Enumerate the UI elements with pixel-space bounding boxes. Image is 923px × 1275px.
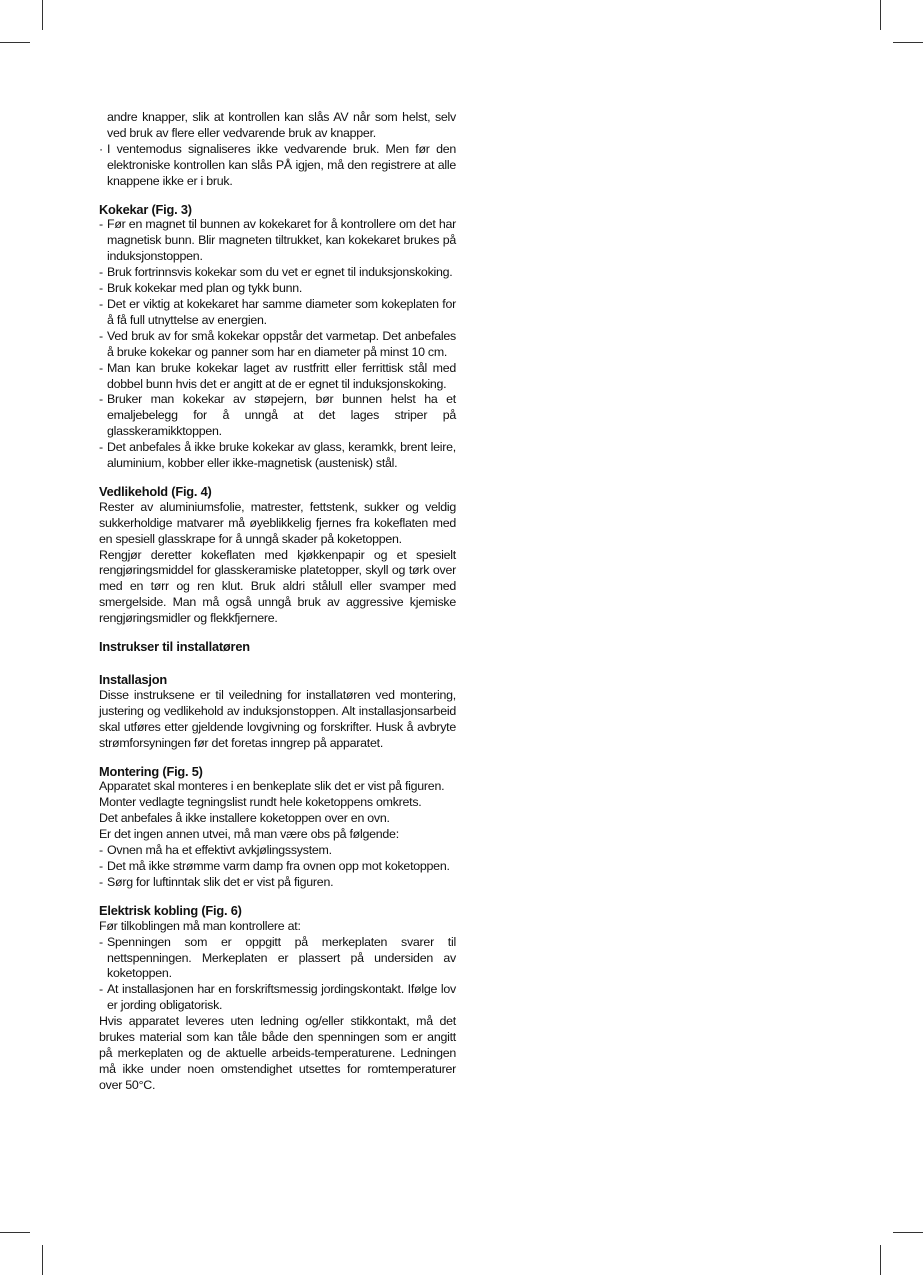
montering-item-text: Ovnen må ha et effektivt avkjølingssystem. bbox=[107, 843, 332, 858]
text-column bbox=[99, 110, 456, 1094]
kokekar-item-text: Bruk fortrinnsvis kokekar som du vet er egnet til induksjonskoking. bbox=[107, 265, 453, 280]
crop-mark-top-right-vertical bbox=[880, 0, 881, 30]
dash-marker: - bbox=[99, 874, 103, 889]
kokekar-item bbox=[99, 297, 456, 329]
montering-item bbox=[99, 875, 456, 891]
kokekar-item bbox=[99, 265, 456, 281]
instrukser-heading: Instrukser til installatøren bbox=[99, 639, 250, 655]
kokekar-item bbox=[99, 329, 456, 361]
crop-mark-bottom-right-vertical bbox=[880, 1245, 881, 1275]
intro-bullet bbox=[99, 142, 456, 190]
vedlikehold-paragraph-2: Rengjør deretter kokeflaten med kjøkkenpapir og et spesielt rengjøringsmiddel for glasskeramiske platetopper, skyll og tørk over med en tørr og ren klut. Bruk aldri stålull eller svamper med smergelside. Man må også unngå bruk av aggressive kjemiske rengjøringsmidler og flekkfjernere. bbox=[99, 547, 456, 626]
kokekar-item-text: Man kan bruke kokekar laget av rustfritt eller ferrittisk stål med dobbel bunn hvis det er angitt at de er egnet til induksjonskoking. bbox=[107, 360, 456, 391]
crop-mark-top-left-vertical bbox=[42, 0, 43, 30]
montering-item bbox=[99, 859, 456, 875]
crop-mark-bottom-left-vertical bbox=[42, 1245, 43, 1275]
vedlikehold-heading: Vedlikehold (Fig. 4) bbox=[99, 483, 212, 499]
kokekar-item bbox=[99, 281, 456, 297]
elektrisk-item bbox=[99, 935, 456, 983]
kokekar-heading: Kokekar (Fig. 3) bbox=[99, 201, 192, 217]
kokekar-item-text: Det anbefales å ikke bruke kokekar av glass, keramkk, brent leire, aluminium, kobber eller ikke-magnetisk (austenisk) stål. bbox=[107, 440, 456, 471]
montering-heading: Montering (Fig. 5) bbox=[99, 763, 203, 779]
kokekar-item bbox=[99, 440, 456, 472]
montering-line: Er det ingen annen utvei, må man være obs på følgende: bbox=[99, 827, 399, 842]
dash-marker: - bbox=[99, 440, 103, 455]
kokekar-item-text: Bruker man kokekar av støpejern, bør bunnen helst ha et emaljebelegg for å unngå at det lages striper på glasskeramikktoppen. bbox=[107, 392, 456, 439]
dash-marker: - bbox=[99, 843, 103, 858]
kokekar-item-text: Bruk kokekar med plan og tykk bunn. bbox=[107, 281, 303, 296]
elektrisk-item-text: At installasjonen har en forskriftsmessig jordingskontakt. Ifølge lov er jording obligatorisk. bbox=[107, 982, 456, 1013]
montering-item-text: Sørg for luftinntak slik det er vist på figuren. bbox=[107, 874, 334, 889]
dash-marker: - bbox=[99, 281, 103, 296]
kokekar-item bbox=[99, 392, 456, 440]
dash-marker: - bbox=[99, 360, 103, 375]
elektrisk-lead: Før tilkoblingen må man kontrollere at: bbox=[99, 918, 301, 933]
dash-marker: - bbox=[99, 265, 103, 280]
elektrisk-paragraph: Hvis apparatet leveres uten ledning og/eller stikkontakt, må det brukes material som kan tåle både den spenningen som er angitt på merkeplaten og de aktuelle arbeids-temperaturene. Ledningen må ikke under noen omstendighet utsettes for romtemperaturer over 50°C. bbox=[99, 1014, 456, 1092]
montering-item bbox=[99, 843, 456, 859]
bullet-marker: · bbox=[99, 141, 103, 156]
kokekar-item-text: Det er viktig at kokekaret har samme diameter som kokeplaten for å få full utnyttelse av energien. bbox=[107, 296, 456, 327]
montering-line: Monter vedlagte tegningslist rundt hele koketoppens omkrets. bbox=[99, 795, 422, 810]
dash-marker: - bbox=[99, 217, 103, 232]
crop-mark-bottom-right-horizontal bbox=[893, 1232, 923, 1233]
installasjon-heading: Installasjon bbox=[99, 672, 168, 687]
dash-marker: - bbox=[99, 296, 103, 311]
installasjon-paragraph: Disse instruksene er til veiledning for installatøren ved montering, justering og vedlikehold av induksjonstoppen. Alt installasjonsarbeid skal utføres etter gjeldende lovgivning og forskrifter. Husk å avbryte strømforsyningen før det foretas inngrep på apparatet. bbox=[99, 687, 456, 750]
intro-bullet-text: I ventemodus signaliseres ikke vedvarende bruk. Men før den elektroniske kontrollen kan slås PÅ igjen, må den registrere at alle knappene ikke er i bruk. bbox=[107, 141, 456, 188]
dash-marker: - bbox=[99, 328, 103, 343]
montering-line: Det anbefales å ikke installere koketoppen over en ovn. bbox=[99, 811, 390, 826]
intro-continuation: andre knapper, slik at kontrollen kan slås AV når som helst, selv ved bruk av flere eller vedvarende bruk av knapper. bbox=[107, 110, 456, 140]
vedlikehold-paragraph-1: Rester av aluminiumsfolie, matrester, fettstenk, sukker og veldig sukkerholdige matvarer må øyeblikkelig fjernes fra kokeflaten med en spesiell glasskrape for å unngå skader på koketoppen. bbox=[99, 499, 456, 546]
kokekar-item-text: Før en magnet til bunnen av kokekaret for å kontrollere om det har magnetisk bunn. Blir magneten tiltrukket, kan kokekaret brukes på induksjonstoppen. bbox=[107, 217, 456, 264]
elektrisk-heading: Elektrisk kobling (Fig. 6) bbox=[99, 902, 242, 918]
crop-mark-bottom-left-horizontal bbox=[0, 1232, 30, 1233]
crop-mark-top-right-horizontal bbox=[893, 42, 923, 43]
montering-line: Apparatet skal monteres i en benkeplate slik det er vist på figuren. bbox=[99, 779, 445, 794]
dash-marker: - bbox=[99, 934, 103, 949]
crop-mark-top-left-horizontal bbox=[0, 42, 30, 43]
elektrisk-item-text: Spenningen som er oppgitt på merkeplaten svarer til nettspenningen. Merkeplaten er plassert på undersiden av koketoppen. bbox=[107, 934, 456, 981]
kokekar-item bbox=[99, 361, 456, 393]
dash-marker: - bbox=[99, 858, 103, 873]
dash-marker: - bbox=[99, 982, 103, 997]
montering-item-text: Det må ikke strømme varm damp fra ovnen opp mot koketoppen. bbox=[107, 858, 450, 873]
elektrisk-item bbox=[99, 982, 456, 1014]
kokekar-item bbox=[99, 217, 456, 265]
kokekar-item-text: Ved bruk av for små kokekar oppstår det varmetap. Det anbefales å bruke kokekar og panner som har en diameter på minst 10 cm. bbox=[107, 328, 456, 359]
dash-marker: - bbox=[99, 392, 103, 407]
